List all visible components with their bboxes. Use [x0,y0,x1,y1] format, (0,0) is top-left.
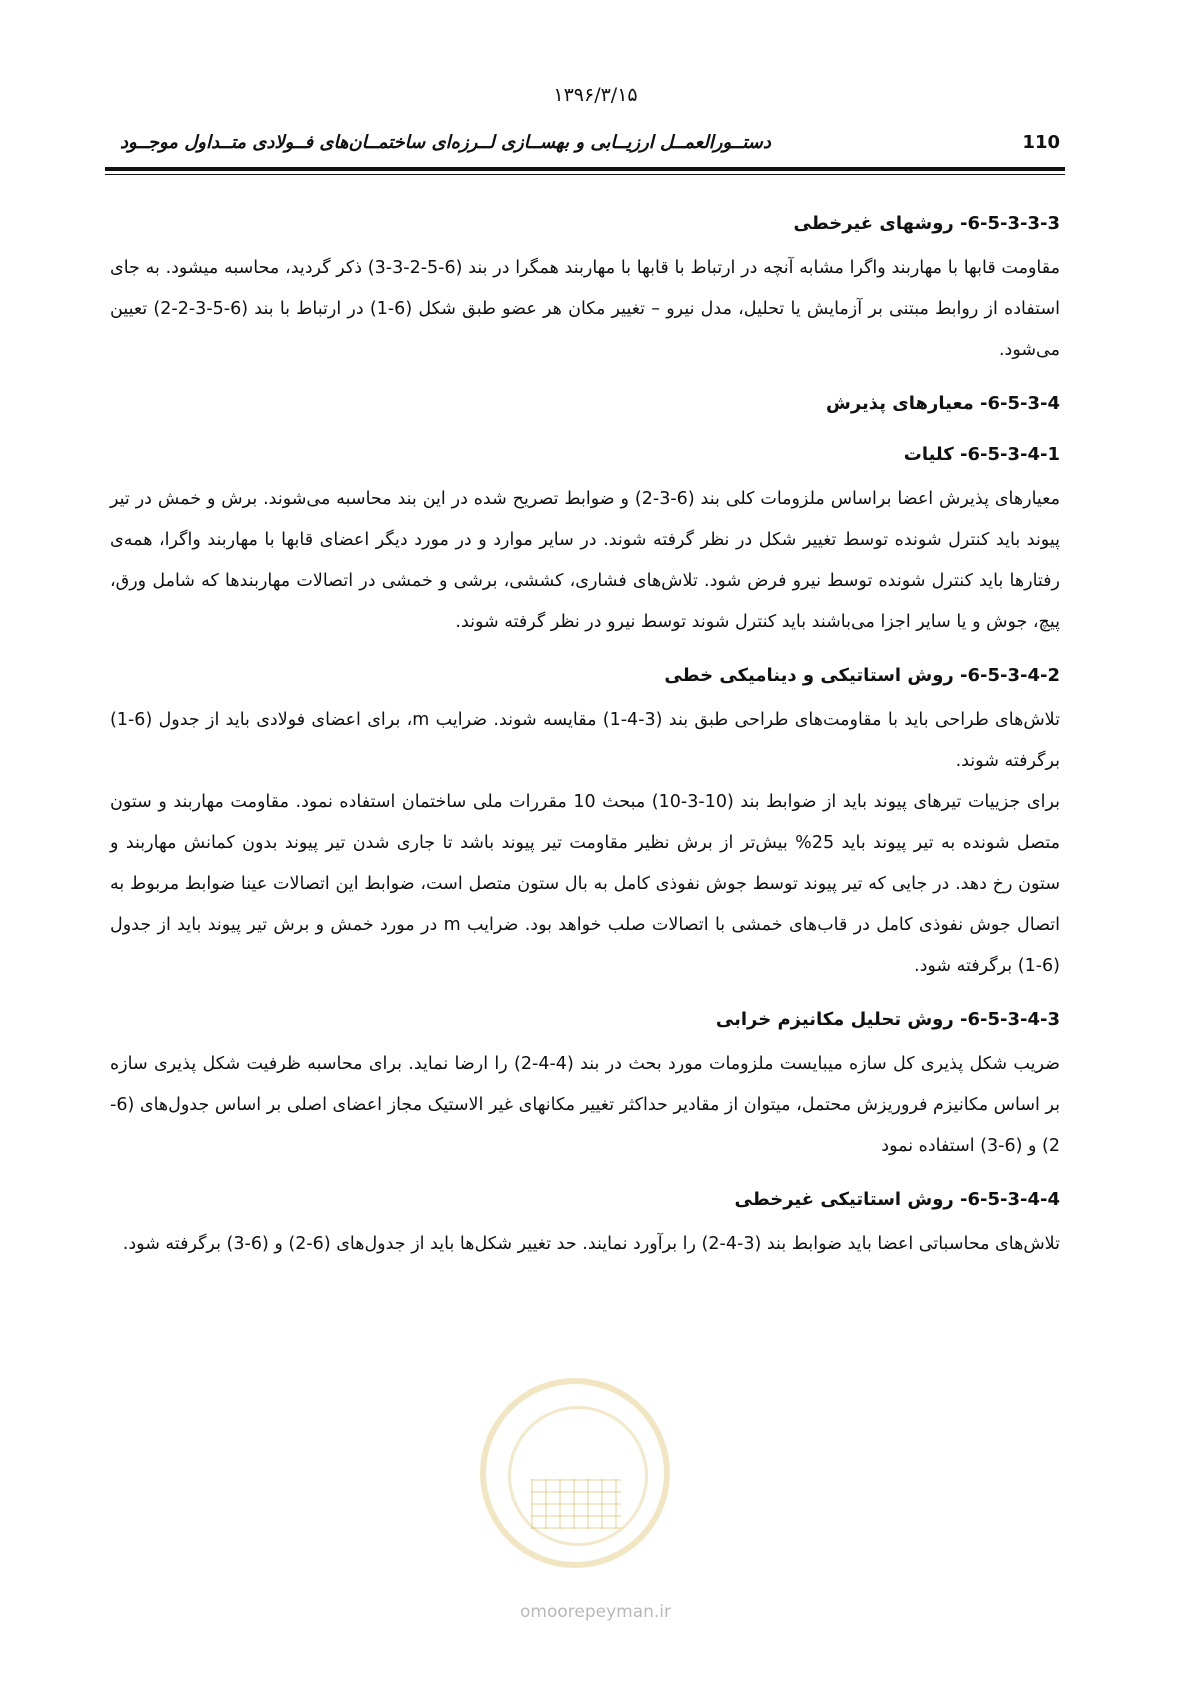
page-body [110,195,1060,1265]
stamp-grid-emblem [531,1479,621,1529]
watermark-stamp-logo [480,1378,670,1568]
section-heading: 6-5-3-4-3- روش تحلیل مکانیزم خرابی [715,1009,1060,1030]
header-rule-thick [105,167,1065,171]
header-rule-thin [105,174,1065,175]
body-paragraph: تلاش‌های محاسباتی اعضا باید ضوابط بند (3-4-2) را برآورد نمایند. حد تغییر شکل‌ها باید از جدول‌های (6-2) و (6-3) برگرفته شود. [122,1234,1060,1254]
page-date: ۱۳۹۶/۳/۱۵ [553,84,638,106]
section-heading: 6-5-3-4-2- روش استاتیکی و دینامیکی خطی [664,665,1060,686]
running-header [120,132,1060,162]
section-heading: 6-5-3-4- معیارهای پذیرش [826,393,1060,414]
body-paragraph: ضریب شکل پذیری کل سازه میبایست ملزومات مورد بحث در بند (4-4-2) را ارضا نماید. برای محاسبه ظرفیت شکل پذیری سازه بر اساس مکانیزم فروریزش محتمل، میتوان از مقادیر حداکثر تغییر مکانهای غیر الاستیک مجاز اعضای اصلی بر اساس جدول‌های (6-2) و (6-3) استفاده نمود [110,1054,1060,1156]
section-heading: 6-5-3-3-3- روشهای غیرخطی [793,213,1060,234]
watermark-url: omoorepeyman.ir [519,1602,672,1622]
section-heading: 6-5-3-4-1- کلیات [903,444,1060,465]
body-paragraph: برای جزییات تیرهای پیوند باید از ضوابط بند (10-3-10) مبحث 10 مقررات ملی ساختمان استفاده نمود. مقاومت مهاربند و ستون متصل شونده به تیر پیوند باید 25% بیش‌تر از برش نظیر مقاومت تیر پیوند باشد تا جاری شدن تیر پیوند بدون کمانش مهاربند و ستون رخ دهد. در جایی که تیر پیوند توسط جوش نفوذی کامل به بال ستون متصل است، ضوابط این اتصالات عینا ضوابط مربوط به اتصال جوش نفوذی کامل در قاب‌های خمشی با اتصالات صلب خواهد بود. ضرایب m در مورد خمش و برش تیر پیوند باید از جدول (6-1) برگرفته شود. [110,792,1060,976]
body-paragraph: معیارهای پذیرش اعضا براساس ملزومات کلی بند (6-3-2) و ضوابط تصریح شده در این بند محاسبه می‌شوند. برش و خمش در تیر پیوند باید کنترل شونده توسط تغییر شکل در نظر گرفته شوند. در سایر موارد و در مورد دیگر اعضای قابها با مهاربند واگرا، همه‌ی رفتارها باید کنترل شونده توسط نیرو فرض شود. تلاش‌های فشاری، کششی، برشی و خمشی در اتصالات مهاربندها که شامل ورق، پیچ، جوش و یا سایر اجزا می‌باشند باید کنترل شوند توسط نیرو در نظر گرفته شوند. [110,489,1060,632]
page-number: 110 [1022,132,1060,153]
body-paragraph: مقاومت قابها با مهاربند واگرا مشابه آنچه در ارتباط با قابها با مهاربند همگرا در بند (6-5-2-3-3) ذکر گردید، محاسبه میشود. به جای استفاده از روابط مبتنی بر آزمایش یا تحلیل، مدل نیرو – تغییر مکان هر عضو طبق شکل (6-1) در ارتباط با بند (6-5-3-2-2) تعیین می‌شود. [110,258,1060,360]
body-paragraph: تلاش‌های طراحی باید با مقاومت‌های طراحی طبق بند (3-4-1) مقایسه شوند. ضرایب m، برای اعضای فولادی باید از جدول (6-1) برگرفته شوند. [110,710,1060,771]
section-heading: 6-5-3-4-4- روش استاتیکی غیرخطی [734,1189,1060,1210]
running-title: دستــورالعمــل ارزیــابی و بهســازی لــرزه‌ای ساختمــان‌های فــولادی متــداول موجــود [120,132,771,153]
